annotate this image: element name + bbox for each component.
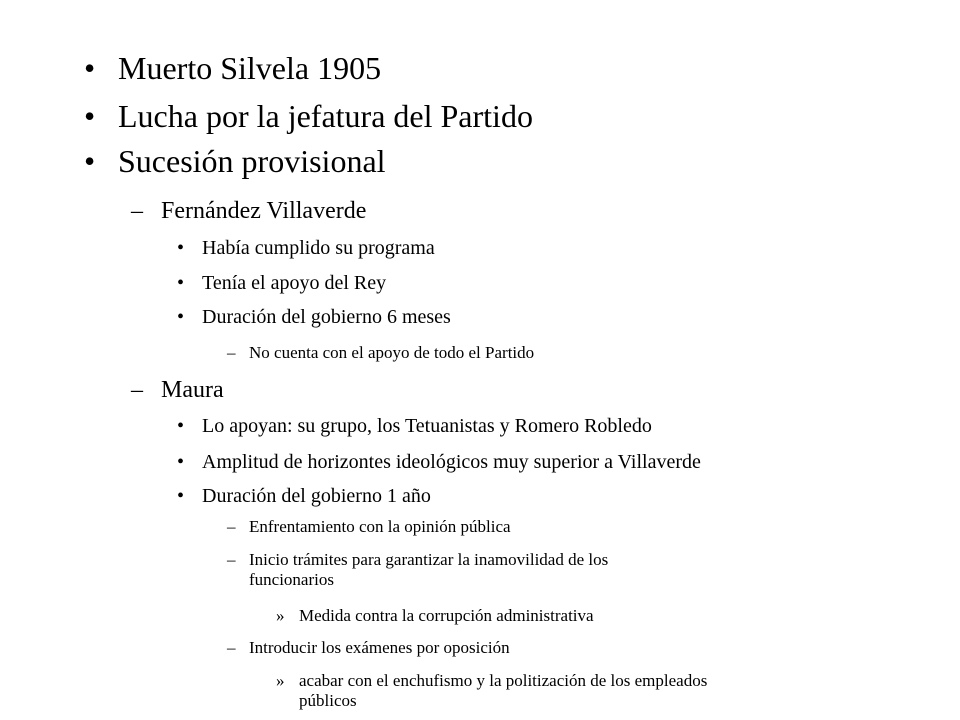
dash-marker: –	[227, 343, 236, 362]
list-item-text: Enfrentamiento con la opinión pública	[249, 517, 511, 536]
list-item-text: Lo apoyan: su grupo, los Tetuanistas y Romero Robledo	[202, 415, 652, 437]
list-item-text-continued: funcionarios	[249, 570, 334, 589]
raquo-marker: »	[276, 606, 285, 625]
list-item-text: acabar con el enchufismo y la politización de los empleados	[299, 671, 708, 690]
list-item-text: Lucha por la jefatura del Partido	[118, 98, 533, 134]
list-item-text: Muerto Silvela 1905	[118, 50, 382, 86]
raquo-marker: »	[276, 671, 285, 690]
list-item-text: Duración del gobierno 1 año	[202, 485, 431, 507]
bullet-marker: •	[177, 451, 185, 473]
list-item-text-continued: públicos	[299, 691, 357, 710]
list-item-text: No cuenta con el apoyo de todo el Partido	[249, 343, 535, 362]
list-item-text: Medida contra la corrupción administrativa	[299, 606, 594, 625]
list-item-text: Fernández Villaverde	[161, 198, 367, 224]
list-item-text: Había cumplido su programa	[202, 237, 435, 259]
list-item-text: Amplitud de horizontes ideológicos muy superior a Villaverde	[202, 451, 701, 473]
list-item-text: Sucesión provisional	[118, 143, 386, 179]
bullet-marker: •	[177, 272, 185, 294]
dash-marker: –	[227, 517, 236, 536]
list-item-text: Maura	[161, 377, 224, 403]
bullet-marker: •	[84, 98, 96, 134]
dash-marker: –	[131, 377, 143, 403]
bullet-marker: •	[177, 485, 185, 507]
bullet-marker: •	[177, 415, 185, 437]
list-item-text: Inicio trámites para garantizar la inamovilidad de los	[249, 550, 609, 569]
bullet-marker: •	[177, 306, 185, 328]
bullet-marker: •	[177, 237, 185, 259]
dash-marker: –	[227, 550, 236, 569]
list-item-text: Introducir los exámenes por oposición	[249, 638, 510, 657]
list-item-text: Duración del gobierno 6 meses	[202, 306, 451, 328]
bullet-marker: •	[84, 50, 96, 86]
bullet-marker: •	[84, 143, 96, 179]
dash-marker: –	[131, 198, 143, 224]
list-item-text: Tenía el apoyo del Rey	[202, 272, 387, 294]
dash-marker: –	[227, 638, 236, 657]
